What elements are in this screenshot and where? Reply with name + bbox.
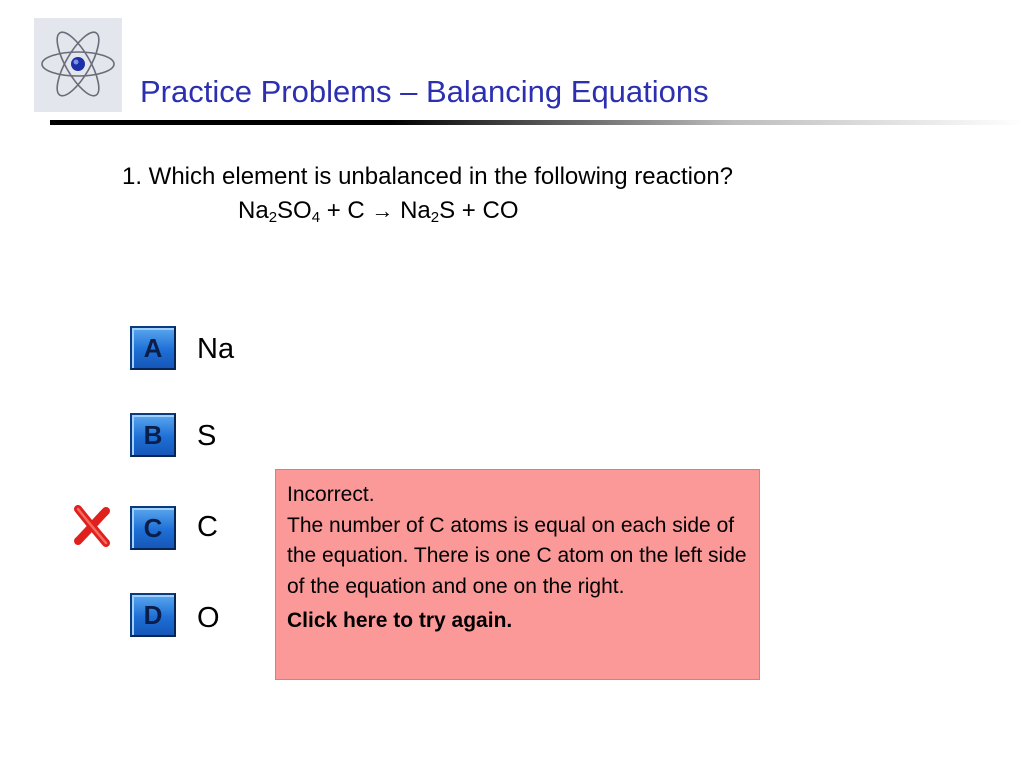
question-text: 1. Which element is unbalanced in the following reaction? xyxy=(122,163,734,190)
try-again-link[interactable]: Click here to try again. xyxy=(287,609,513,632)
choice-c-label: C xyxy=(197,511,218,543)
choice-a-label: Na xyxy=(197,333,235,365)
feedback-body: The number of C atoms is equal on each side of the equation. There is one C atom on the left side of the equation and one on the right. xyxy=(287,513,747,598)
eq-sub-2: 2 xyxy=(268,209,278,226)
reaction-equation xyxy=(238,198,518,224)
atom-logo xyxy=(34,18,122,112)
choice-b-label: S xyxy=(197,420,217,452)
eq-reactant-so: SO xyxy=(277,197,312,224)
eq-product-na: Na xyxy=(393,197,431,224)
choice-a-button[interactable]: A xyxy=(130,326,176,370)
eq-sub-2-product: 2 xyxy=(430,209,440,226)
eq-sub-4: 4 xyxy=(311,209,321,226)
title-divider xyxy=(50,120,1024,125)
eq-reactant-na: Na xyxy=(238,197,269,224)
choice-d-label: O xyxy=(197,602,220,634)
atom-icon xyxy=(34,18,122,112)
choice-d-button[interactable]: D xyxy=(130,593,176,637)
eq-arrow-icon: → xyxy=(371,198,394,223)
feedback-heading: Incorrect. xyxy=(287,483,375,506)
choice-b-button[interactable]: B xyxy=(130,413,176,457)
x-mark-icon xyxy=(72,505,112,552)
choice-c-button[interactable]: C xyxy=(130,506,176,550)
feedback-box xyxy=(275,469,760,680)
eq-plus-c: + C xyxy=(320,197,372,224)
eq-product-tail: S + CO xyxy=(439,197,519,224)
page-title: Practice Problems – Balancing Equations xyxy=(140,74,709,109)
